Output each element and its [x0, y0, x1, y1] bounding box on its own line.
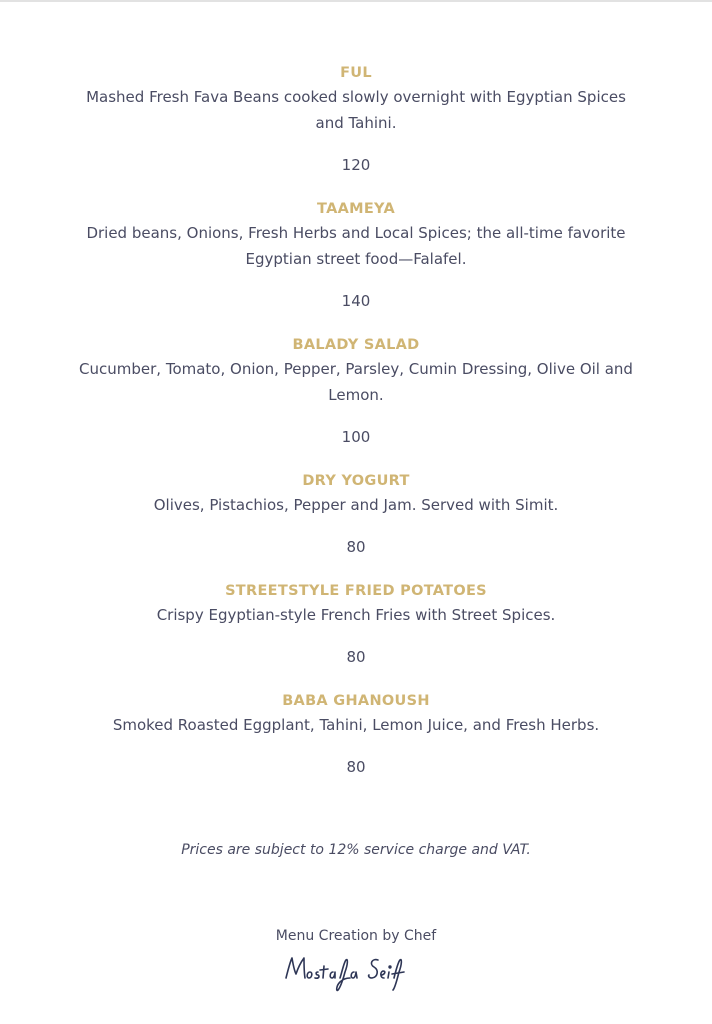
item-description: Dried beans, Onions, Fresh Herbs and Local Spices; the all-time favorite Egyptian street food—Falafel.	[86, 224, 626, 268]
menu-item	[0, 334, 712, 447]
service-charge-note: Prices are subject to 12% service charge and VAT.	[181, 842, 531, 858]
menu-item	[0, 470, 712, 557]
item-description: Crispy Egyptian-style French Fries with Street Spices.	[156, 606, 556, 624]
menu-list	[0, 62, 712, 777]
item-name: STREETSTYLE FRIED POTATOES	[225, 583, 487, 599]
item-description: Mashed Fresh Fava Beans cooked slowly overnight with Egyptian Spices and Tahini.	[86, 88, 626, 132]
item-price: 140	[341, 292, 371, 310]
item-description: Cucumber, Tomato, Onion, Pepper, Parsley, Cumin Dressing, Olive Oil and Lemon.	[79, 360, 633, 404]
menu-item	[0, 62, 712, 175]
chef-credit: Menu Creation by Chef	[275, 928, 437, 944]
item-price: 80	[346, 538, 366, 556]
item-name: TAAMEYA	[317, 201, 395, 217]
item-price: 80	[346, 648, 366, 666]
menu-item	[0, 690, 712, 777]
item-name: BABA GHANOUSH	[282, 693, 430, 709]
top-divider	[0, 0, 712, 2]
chef-signature	[276, 948, 436, 994]
item-description: Smoked Roasted Eggplant, Tahini, Lemon Juice, and Fresh Herbs.	[112, 716, 600, 734]
item-name: FUL	[340, 65, 372, 81]
item-price: 80	[346, 758, 366, 776]
item-price: 120	[341, 156, 371, 174]
item-name: DRY YOGURT	[302, 473, 410, 489]
item-description: Olives, Pistachios, Pepper and Jam. Served with Simit.	[153, 496, 559, 514]
menu-item	[0, 580, 712, 667]
item-name: BALADY SALAD	[292, 337, 420, 353]
menu-item	[0, 198, 712, 311]
item-price: 100	[341, 428, 371, 446]
